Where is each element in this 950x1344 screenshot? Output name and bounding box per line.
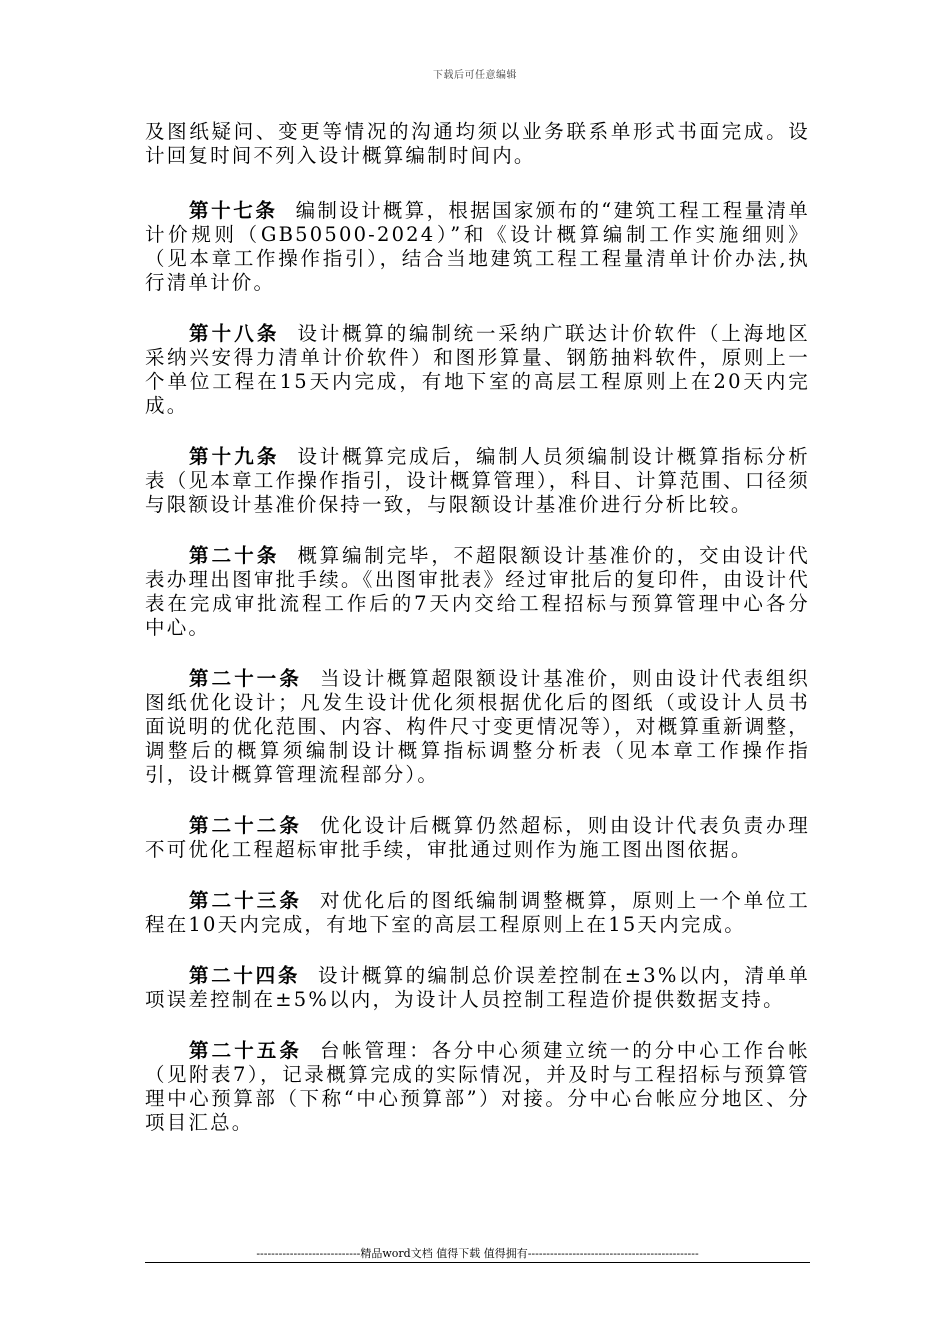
article-title: 第二十二条	[189, 814, 302, 837]
article-title: 第二十三条	[189, 889, 302, 912]
article-text: 对优化后的图纸编制调整概算，原则上一个单位工程在10天内完成，有地下室的高层工程原则上在15天内完成。	[145, 889, 810, 936]
page-header-note: 下载后可任意编辑	[433, 70, 517, 81]
document-body	[145, 120, 810, 1162]
article-25	[145, 1039, 810, 1135]
article-text: 当设计概算超限额设计基准价，则由设计代表组织图纸优化设计；凡发生设计优化须根据优化后的图纸（或设计人员书面说明的优化范围、内容、构件尺寸变更情况等），对概算重新调整，调整后的概算须编制设计概算指标调整分析表（见本章工作操作指引，设计概算管理流程部分）。	[145, 667, 810, 786]
article-text: 台帐管理：各分中心须建立统一的分中心工作台帐（见附表7），记录概算完成的实际情况，并及时与工程招标与预算管理中心预算部（下称“中心预算部”）对接。分中心台帐应分地区、分项目汇总。	[145, 1039, 810, 1134]
article-17	[145, 199, 810, 295]
article-18	[145, 322, 810, 418]
article-text: 编制设计概算，根据国家颁布的“建筑工程工程量清单计价规则（GB50500-2024）”和《设计概算编制工作实施细则》（见本章工作操作指引），结合当地建筑工程工程量清单计价办法,执行清单计价。	[145, 199, 810, 294]
article-title: 第二十一条	[189, 667, 302, 690]
article-text: 设计概算完成后，编制人员须编制设计概算指标分析表（见本章工作操作指引，设计概算管理），科目、计算范围、口径须与限额设计基准价保持一致，与限额设计基准价进行分析比较。	[145, 445, 810, 516]
article-22	[145, 814, 810, 862]
footer-divider	[145, 1262, 810, 1263]
article-19	[145, 445, 810, 517]
page-footer: ----------------------------精品word文档 值得下载 值得拥有----------------------------------------------	[256, 1247, 699, 1260]
article-text: 概算编制完毕，不超限额设计基准价的，交由设计代表办理出图审批手续。《出图审批表》经过审批后的复印件，由设计代表在完成审批流程工作后的7天内交给工程招标与预算管理中心各分中心。	[145, 544, 810, 639]
article-text: 设计概算的编制总价误差控制在±3%以内，清单单项误差控制在±5%以内，为设计人员控制工程造价提供数据支持。	[145, 964, 810, 1011]
article-23	[145, 889, 810, 937]
article-title: 第十八条	[189, 322, 280, 345]
article-title: 第十七条	[189, 199, 278, 222]
paragraph-text: 及图纸疑问、变更等情况的沟通均须以业务联系单形式书面完成。设计回复时间不列入设计概算编制时间内。	[145, 120, 810, 167]
article-text: 设计概算的编制统一采纳广联达计价软件（上海地区采纳兴安得力清单计价软件）和图形算量、钢筋抽料软件，原则上一个单位工程在15天内完成，有地下室的高层工程原则上在20天内完成。	[145, 322, 810, 417]
article-24	[145, 964, 810, 1012]
article-text: 优化设计后概算仍然超标，则由设计代表负责办理不可优化工程超标审批手续，审批通过则作为施工图出图依据。	[145, 814, 810, 861]
article-title: 第二十四条	[189, 964, 301, 987]
article-21	[145, 667, 810, 787]
article-20	[145, 544, 810, 640]
article-title: 第二十条	[189, 544, 280, 567]
article-title: 第二十五条	[189, 1039, 302, 1062]
article-title: 第十九条	[189, 445, 280, 468]
paragraph-continuation	[145, 120, 810, 168]
